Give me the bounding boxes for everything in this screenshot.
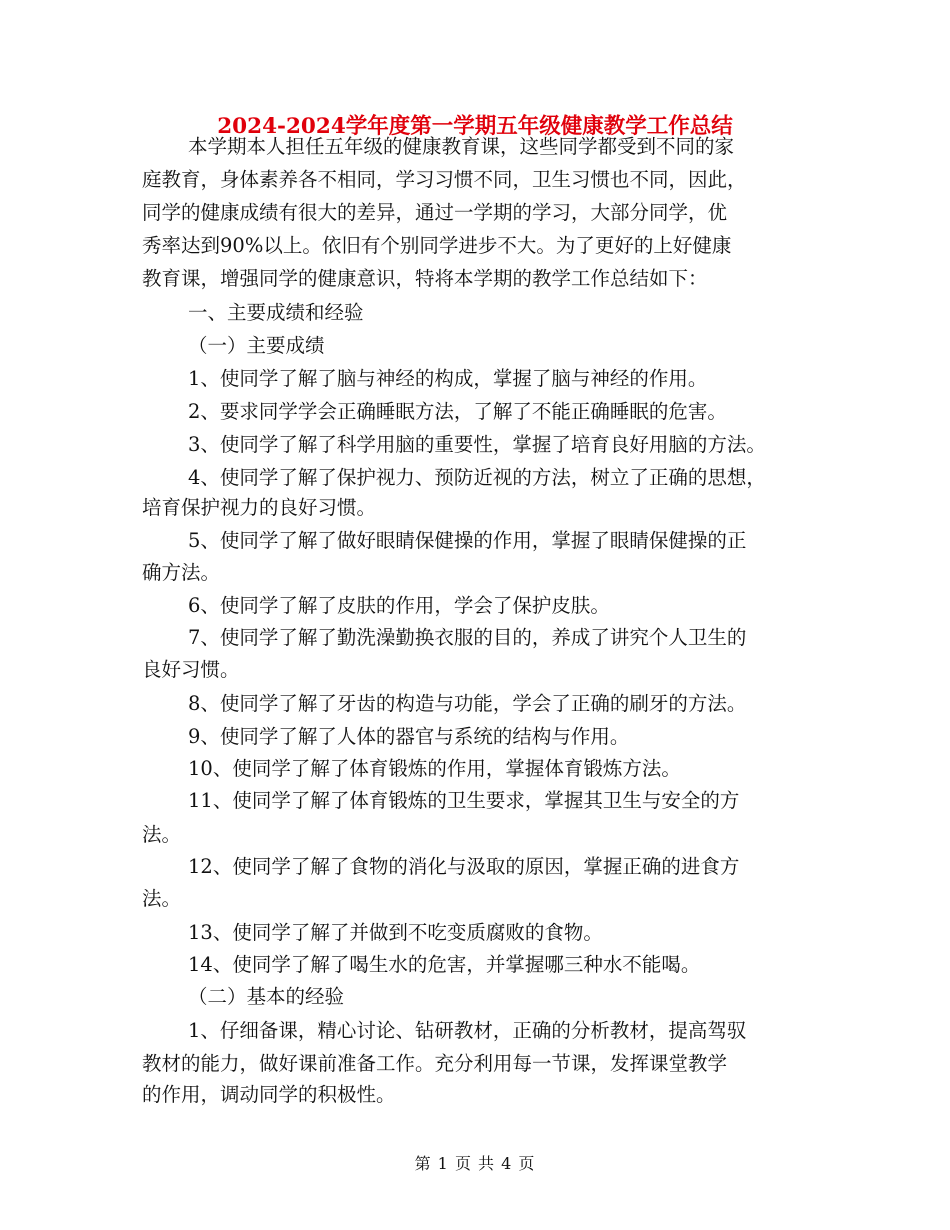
body-line: 庭教育，身体素养各不相同，学习习惯不同，卫生习惯也不同，因此， <box>142 168 747 191</box>
body-line: 同学的健康成绩有很大的差异，通过一学期的学习，大部分同学，优 <box>142 201 728 224</box>
body-line: 4、使同学了解了保护视力、预防近视的方法，树立了正确的思想， <box>188 466 766 489</box>
document-title: 2024-2024学年度第一学期五年级健康教学工作总结 <box>217 114 733 139</box>
body-line: 11、使同学了解了体育锻炼的卫生要求，掌握其卫生与安全的方 <box>188 789 740 812</box>
body-line: 5、使同学了解了做好眼睛保健操的作用，掌握了眼睛保健操的正 <box>188 529 747 552</box>
body-line: 确方法。 <box>142 561 221 584</box>
body-line: 13、使同学了解了并做到不吃变质腐败的食物。 <box>188 921 603 944</box>
body-line: 教材的能力，做好课前准备工作。充分利用每一节课，发挥课堂教学 <box>142 1052 728 1075</box>
body-line: 良好习惯。 <box>142 658 240 681</box>
body-line: 一、主要成绩和经验 <box>188 301 364 324</box>
body-line: 2、要求同学学会正确睡眠方法，了解了不能正确睡眠的危害。 <box>188 400 727 423</box>
body-line: 培育保护视力的良好习惯。 <box>142 496 377 519</box>
body-line: 法。 <box>142 887 182 910</box>
body-line: 的作用，调动同学的积极性。 <box>142 1083 396 1106</box>
body-line: 本学期本人担任五年级的健康教育课，这些同学都受到不同的家 <box>188 135 735 158</box>
body-line: 9、使同学了解了人体的器官与系统的结构与作用。 <box>188 725 630 748</box>
body-line: 3、使同学了解了科学用脑的重要性，掌握了培育良好用脑的方法。 <box>188 433 766 456</box>
body-line: 8、使同学了解了牙齿的构造与功能，学会了正确的刷牙的方法。 <box>188 692 747 715</box>
body-line: 1、仔细备课，精心讨论、钻研教材，正确的分析教材，提高驾驭 <box>188 1019 747 1042</box>
body-line: （二）基本的经验 <box>188 985 345 1008</box>
body-line: （一）主要成绩 <box>188 334 325 357</box>
body-line: 7、使同学了解了勤洗澡勤换衣服的目的，养成了讲究个人卫生的 <box>188 626 747 649</box>
body-line: 法。 <box>142 823 182 846</box>
body-line: 6、使同学了解了皮肤的作用，学会了保护皮肤。 <box>188 594 610 617</box>
page-footer: 第 1 页 共 4 页 <box>414 1154 536 1173</box>
body-line: 秀率达到90%以上。依旧有个别同学进步不大。为了更好的上好健康 <box>142 234 732 257</box>
body-line: 1、使同学了解了脑与神经的构成，掌握了脑与神经的作用。 <box>188 367 708 390</box>
body-line: 12、使同学了解了食物的消化与汲取的原因，掌握正确的进食方 <box>188 855 740 878</box>
body-line: 教育课，增强同学的健康意识，特将本学期的教学工作总结如下： <box>142 267 708 290</box>
body-line: 10、使同学了解了体育锻炼的作用，掌握体育锻炼方法。 <box>188 757 681 780</box>
body-line: 14、使同学了解了喝生水的危害，并掌握哪三种水不能喝。 <box>188 953 701 976</box>
